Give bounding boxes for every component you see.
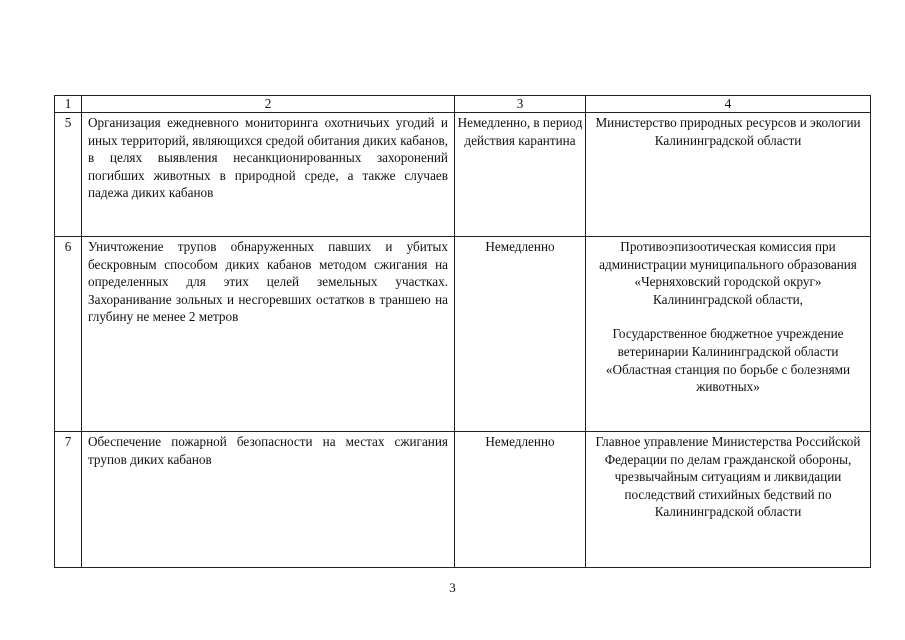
measure-term: Немедленно, в период действия карантина	[455, 113, 586, 237]
measure-description: Организация ежедневного мониторинга охотничьих угодий и иных территорий, являющихся средой обитания диких кабанов, в целях выявления несанкционированных захоронений погибших животных в природной среде, а также случаев падежа диких кабанов	[82, 113, 455, 237]
measure-term: Немедленно	[455, 432, 586, 568]
header-col-3: 3	[455, 96, 586, 113]
responsible-party: Противоэпизоотическая комиссия при администрации муниципального образования «Черняховский городской округ» Калининградской области,	[599, 239, 857, 307]
measure-term: Немедленно	[455, 237, 586, 432]
header-col-1: 1	[55, 96, 82, 113]
measure-description: Обеспечение пожарной безопасности на местах сжигания трупов диких кабанов	[82, 432, 455, 568]
responsible-party: Министерство природных ресурсов и экологии Калининградской области	[595, 115, 861, 148]
measure-description: Уничтожение трупов обнаруженных павших и убитых бескровным способом диких кабанов методом сжигания на определенных для этих целей земельных участках. Захоранивание зольных и несгоревших остатков в траншею на глубину не менее 2 метров	[82, 237, 455, 432]
row-number: 6	[55, 237, 82, 432]
responsible-cell	[586, 237, 871, 432]
row-number: 5	[55, 113, 82, 237]
row-number: 7	[55, 432, 82, 568]
table-row	[55, 113, 871, 237]
table-header-row	[55, 96, 871, 113]
responsible-cell	[586, 432, 871, 568]
header-col-2: 2	[82, 96, 455, 113]
table-row	[55, 237, 871, 432]
responsible-party: Государственное бюджетное учреждение ветеринарии Калининградской области «Областная станция по борьбе с болезнями животных»	[605, 326, 851, 395]
responsible-cell	[586, 113, 871, 237]
responsible-party: Главное управление Министерства Российской Федерации по делам гражданской обороны, чрезвычайным ситуациям и ликвидации последствий стихийных бедствий по Калининградской области	[595, 434, 861, 520]
measures-table	[54, 95, 871, 568]
header-col-4: 4	[586, 96, 871, 113]
table-row	[55, 432, 871, 568]
page-number: 3	[449, 580, 456, 595]
